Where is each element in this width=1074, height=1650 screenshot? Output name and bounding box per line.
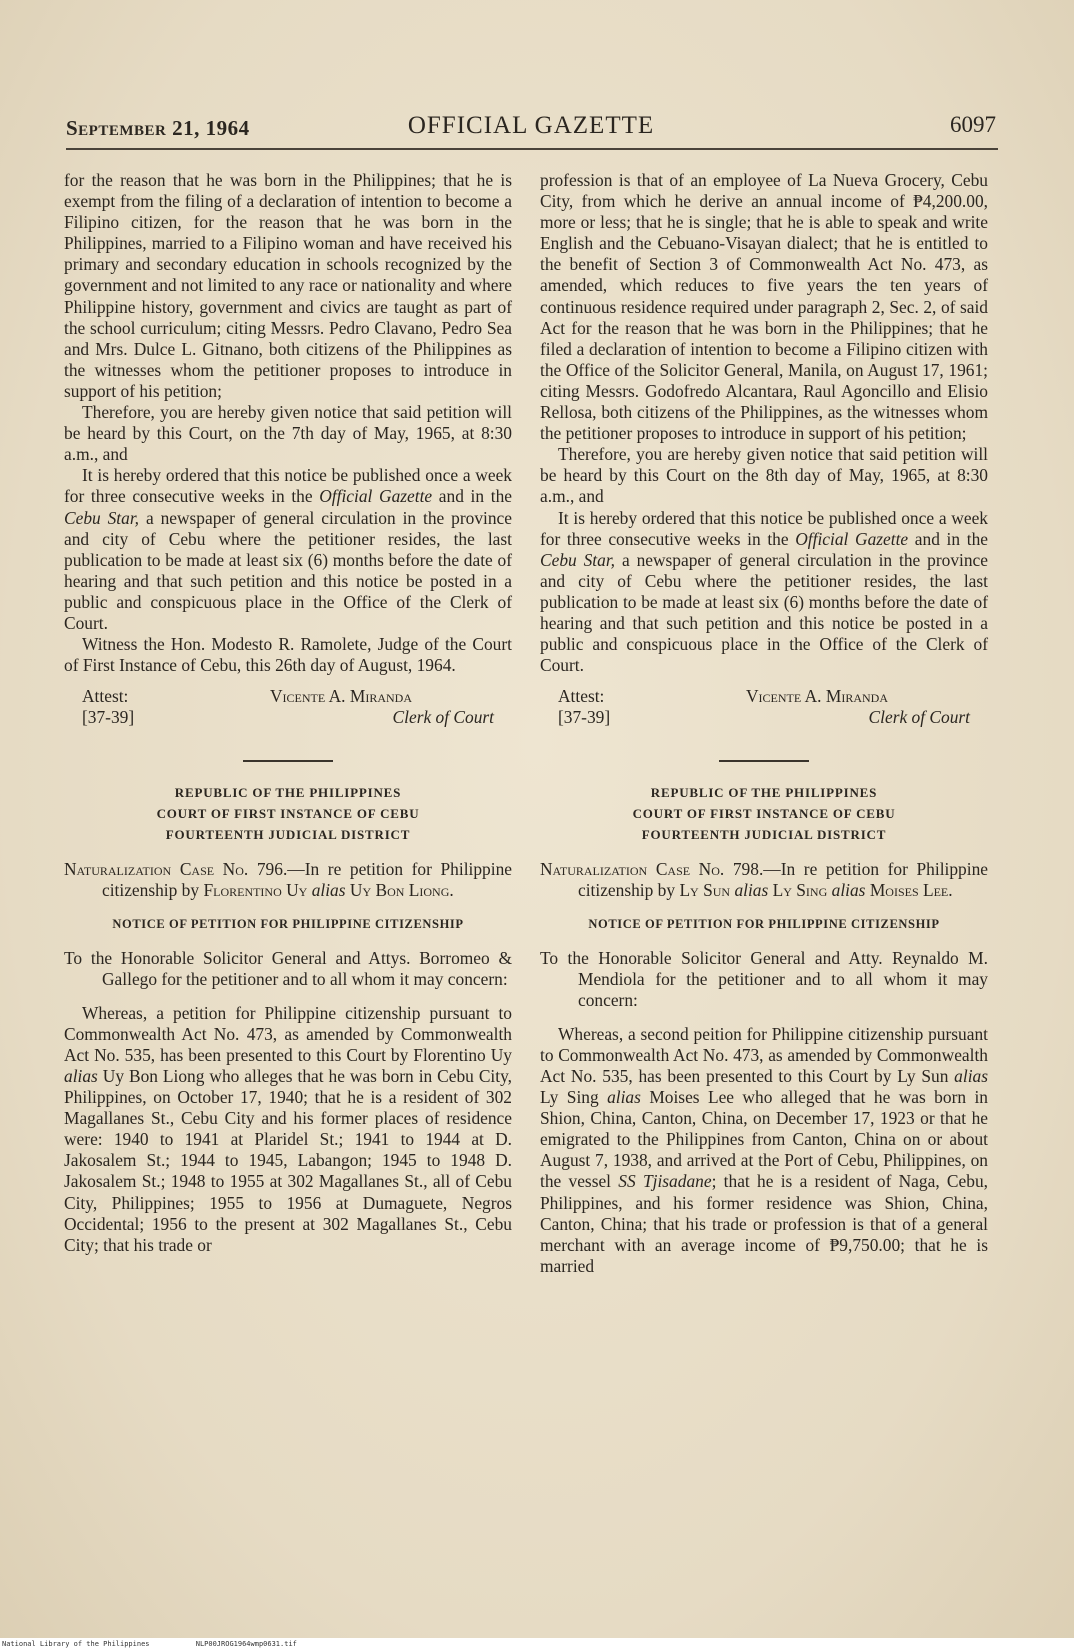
heading-republic: REPUBLIC OF THE PHILIPPINES [174, 785, 402, 801]
clerk-title: Clerk of Court [868, 707, 970, 728]
addressee: To the Honorable Solicitor General and Attys. Borromeo & Gallego for the petitioner and to all whom it may concern: [64, 947, 512, 989]
attest-ref: [37-39] [82, 707, 135, 728]
left-attest-block [64, 686, 512, 730]
heading-republic: REPUBLIC OF THE PHILIPPINES [650, 785, 878, 801]
right-para-1: profession is that of an employee of La Nueva Grocery, Cebu City, from which he derive an annual income of ₱4,200.00, more or less; that he is single; that he is able to speak and write English and the Cebuano-Visayan dialect; that he is entitled to the benefit of Section 3 of Commonwealth Act No. 473, as amended, which reduces to five years the ten years of continuous residence required under paragraph 2, Sec. 2, of said Act for the reason that he was born in the Philippines; that he filed a declaration of intention to become a Filipino citizen with the Office of the Solicitor General, Manila, on August 17, 1961; citing Messrs. Godofredo Alcantara, Raul Agoncillo and Elisio Rellosa, both citizens of the Philippines, as the witnesses whom the petitioner proposes to introduce in support of his petition; [540, 170, 988, 444]
heading-district: FOURTEENTH JUDICIAL DISTRICT [641, 827, 887, 843]
page-number: 6097 [950, 112, 996, 137]
addressee: To the Honorable Solicitor General and Atty. Reynaldo M. Mendiola for the petitioner and to all whom it may concern: [540, 947, 988, 1010]
right-para-2: Therefore, you are hereby given notice that said petition will be heard by this Court on the 8th day of May, 1965, at 8:30 a.m., and [540, 444, 988, 507]
header-date: September 21, 1964 [66, 116, 250, 140]
header-title: OFFICIAL GAZETTE [407, 112, 655, 139]
scan-footer [0, 1638, 1074, 1650]
heading-district: FOURTEENTH JUDICIAL DISTRICT [165, 827, 411, 843]
heading-court: COURT OF FIRST INSTANCE OF CEBU [632, 806, 896, 822]
attest-ref: [37-39] [558, 707, 611, 728]
left-para-2: Therefore, you are hereby given notice that said petition will be heard by this Court, on the 7th day of May, 1965, at 8:30 a.m., and [64, 402, 512, 465]
case-title: Naturalization Case No. 796.—In re petition for Philippine citizenship by Florentino Uy alias Uy Bon Liong. [64, 859, 513, 901]
section-divider [243, 760, 333, 762]
right-para-3: It is hereby ordered that this notice be published once a week for three consecutive weeks in the Official Gazette and in the Cebu Star, a newspaper of general circulation in the province and city of Cebu where the petitioner resides, the last publication to be made at least six (6) months before the date of hearing and that such petition and this notice be posted in a public and conspicuous place in the Office of the Clerk of Court. [540, 507, 988, 676]
left-para-1: for the reason that he was born in the Philippines; that he is exempt from the filing of a declaration of intention to become a Filipino citizen, for the reason that he was born in the Philippines, married to a Filipino woman and have received his primary and secondary education in schools recognized by the government and not limited to any race or nationality and where Philippine history, government and civics are taught as part of the school curriculum; citing Messrs. Pedro Clavano, Pedro Sea and Mrs. Dulce L. Gitnano, both citizens of the Philippines as the witnesses whom the petitioner proposes to introduce in support of his petition; [64, 170, 512, 401]
clerk-name: Vicente A. Miranda [270, 686, 412, 707]
footer-file: NLP00JROG1964wmp0631.tif [195, 1640, 297, 1648]
right-column [540, 170, 988, 1277]
clerk-title: Clerk of Court [392, 707, 494, 728]
whereas-para: Whereas, a petition for Philippine citizenship pursuant to Commonwealth Act No. 473, as amended by Commonwealth Act No. 535, has been presented to this Court by Florentino Uy alias Uy Bon Liong who alleges that he was born in Cebu City, Philippines, on October 17, 1940; that he is a resident of 302 Magallanes St., Cebu City and his former places of residence were: 1940 to 1941 at Plaridel St.; 1941 to 1944 at D. Jakosalem St.; 1944 to 1945, Labangon; 1945 to 1948 D. Jakosalem St.; 1948 to 1955 at 302 Magallanes St., all of Cebu City, Philippines; 1955 to 1956 at Dumaguete, Negros Occidental; 1956 to the present at 302 Magallanes St., Cebu City; that his trade or [64, 1002, 512, 1255]
attest-label: Attest: [82, 686, 129, 707]
header-rule [66, 148, 998, 150]
footer-library: National Library of the Philippines [2, 1640, 150, 1648]
attest-label: Attest: [558, 686, 605, 707]
clerk-name: Vicente A. Miranda [746, 686, 888, 707]
heading-court: COURT OF FIRST INSTANCE OF CEBU [156, 806, 420, 822]
section-divider [719, 760, 809, 762]
left-para-4: Witness the Hon. Modesto R. Ramolete, Judge of the Court of First Instance of Cebu, this 26th day of August, 1964. [64, 634, 512, 676]
page-header [66, 110, 996, 146]
whereas-para: Whereas, a second peition for Philippine citizenship pursuant to Commonwealth Act No. 473, as amended by Commonwealth Act No. 535, has been presented to this Court by Ly Sun alias Ly Sing alias Moises Lee who alleged that he was born in Shion, China, Canton, China, on December 17, 1923 or that he emigrated to the Philippines from Canton, China on or about August 7, 1938, and arrived at the Port of Cebu, Philippines, on the vessel SS Tjisadane; that he is a resident of Naga, Cebu, Philippines, and his former residence was Shion, China, Canton, China; that his trade or profession is that of a general merchant with an average income of ₱9,750.00; that he is married [540, 1023, 988, 1276]
notice-heading: NOTICE OF PETITION FOR PHILIPPINE CITIZENSHIP [588, 917, 940, 932]
case-title: Naturalization Case No. 798.—In re petition for Philippine citizenship by Ly Sun alias Ly Sing alias Moises Lee. [540, 859, 989, 901]
notice-heading: NOTICE OF PETITION FOR PHILIPPINE CITIZENSHIP [112, 917, 464, 932]
left-para-3: It is hereby ordered that this notice be published once a week for three consecutive weeks in the Official Gazette and in the Cebu Star, a newspaper of general circulation in the province and city of Cebu where the petitioner resides, the last publication to be made at least six (6) months before the date of hearing and that such petition and this notice be posted in a public and conspicuous place in the Office of the Clerk of Court. [64, 465, 512, 633]
right-attest-block [540, 686, 988, 730]
left-column [64, 170, 512, 1256]
